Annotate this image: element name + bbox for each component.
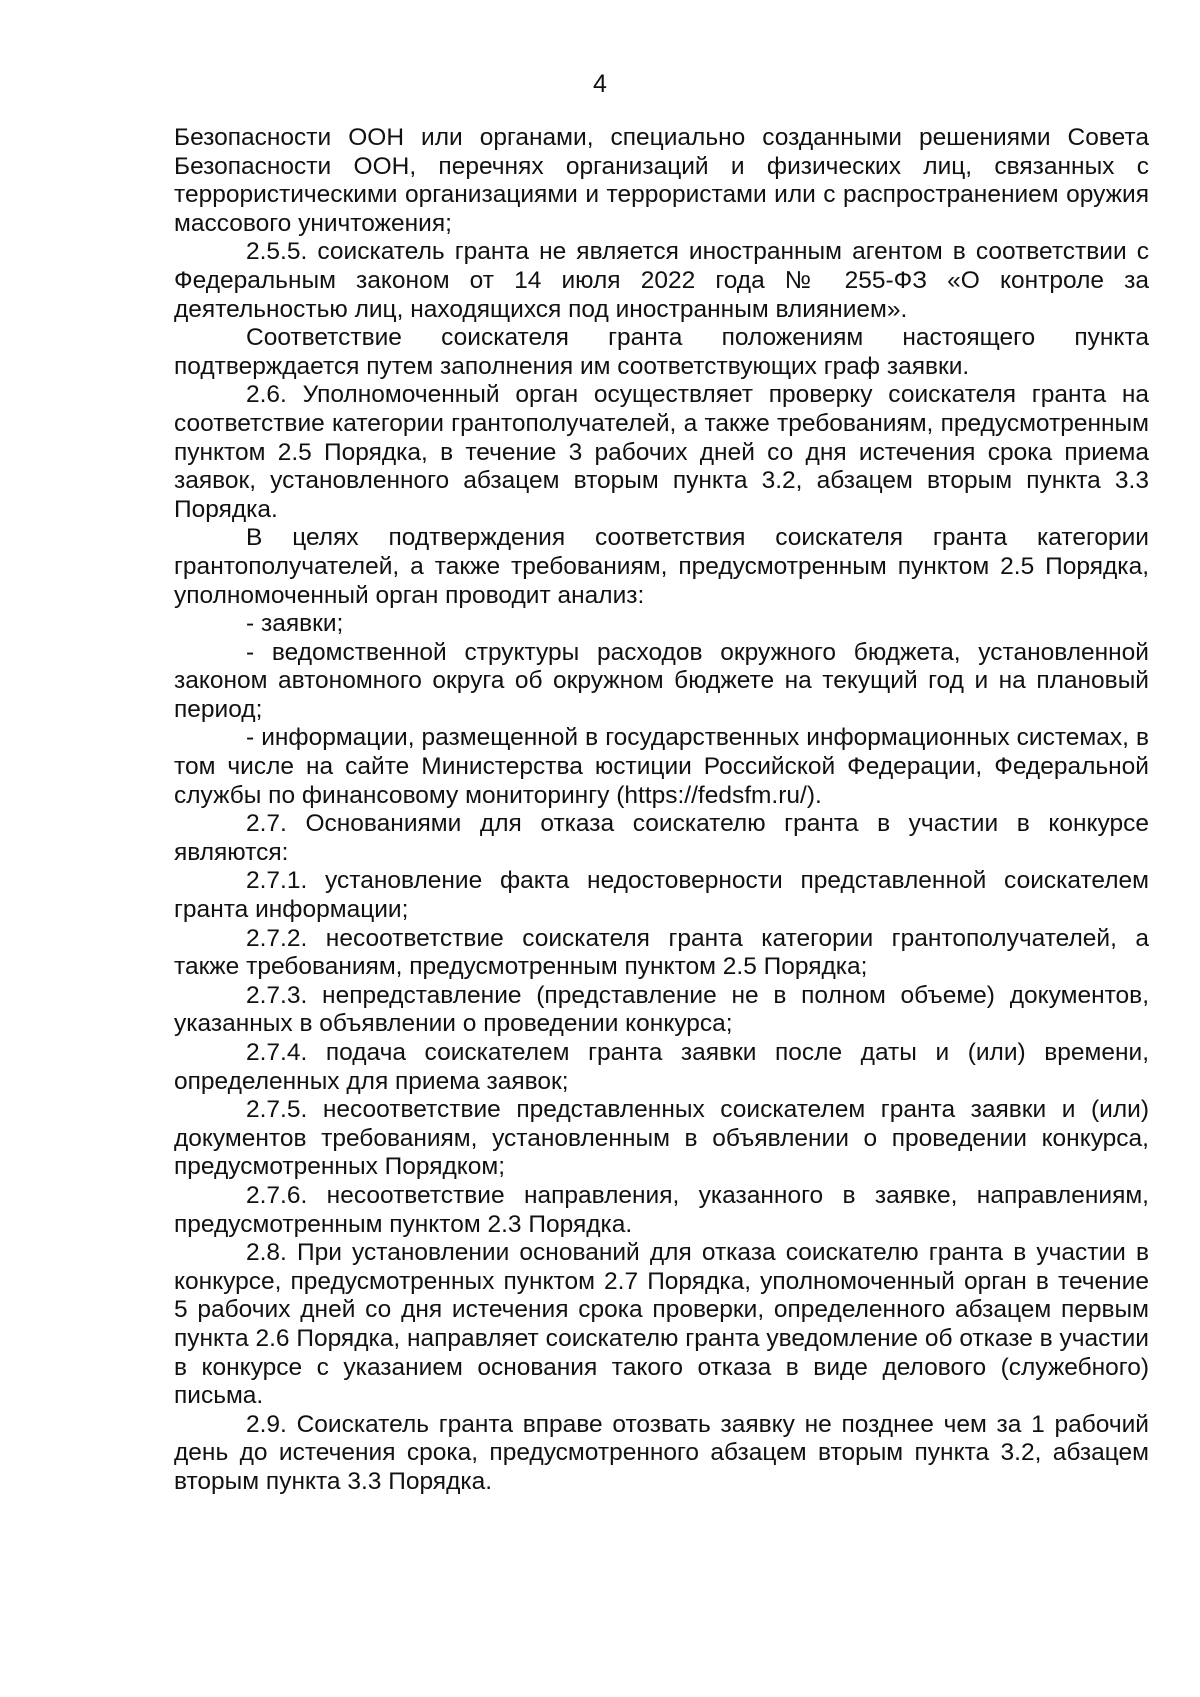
paragraph-2-7-4: 2.7.4. подача соискателем гранта заявки после даты и (или) времени, определенных для приема заявок; <box>174 1039 1149 1095</box>
paragraph-2-7-3: 2.7.3. непредставление (представление не в полном объеме) документов, указанных в объявлении о проведении конкурса; <box>174 981 1149 1038</box>
paragraph-2-7-5: 2.7.5. несоответствие представленных соискателем гранта заявки и (или) документов требованиям, установленным в объявлении о проведении конкурса, предусмотренных Порядком; <box>174 1096 1149 1181</box>
paragraph-compliance-confirmation: Соответствие соискателя гранта положениям настоящего пункта подтверждается путем заполнения им соответствующих граф заявки. <box>174 324 1149 380</box>
list-item-applications: - заявки; <box>246 610 344 638</box>
paragraph-2-7-1: 2.7.1. установление факта недостоверности представленной соискателем гранта информации; <box>174 867 1149 924</box>
paragraph-analysis-intro: В целях подтверждения соответствия соискателя гранта категории грантополучателей, а также требованиям, предусмотренным пунктом 2.5 Порядка, уполномоченный орган проводит анализ: <box>174 524 1149 609</box>
paragraph-2-7-6: 2.7.6. несоответствие направления, указанного в заявке, направлениям, предусмотренным пунктом 2.3 Порядка. <box>174 1181 1149 1238</box>
paragraph-2-7-2: 2.7.2. несоответствие соискателя гранта категории грантополучателей, а также требованиям, предусмотренным пунктом 2.5 Порядка; <box>174 924 1149 981</box>
paragraph-2-7: 2.7. Основаниями для отказа соискателю гранта в участии в конкурсе являются: <box>174 810 1149 866</box>
list-item-budget-structure: - ведомственной структуры расходов окружного бюджета, установленной законом автономного округа об окружном бюджете на текущий год и на плановый период; <box>174 638 1149 723</box>
list-item-information-systems: - информации, размещенной в государственных информационных системах, в том числе на сайте Министерства юстиции Российской Федерации, Федеральной службы по финансовому мониторингу (https://fedsfm.ru/). <box>174 724 1149 809</box>
page-number: 4 <box>593 70 607 98</box>
paragraph-2-5-5: 2.5.5. соискатель гранта не является иностранным агентом в соответствии с Федеральным законом от 14 июля 2022 года № 255-ФЗ «О контроле за деятельностью лиц, находящихся под иностранным влиянием». <box>174 238 1149 323</box>
paragraph-2-9: 2.9. Соискатель гранта вправе отозвать заявку не позднее чем за 1 рабочий день до истечения срока, предусмотренного абзацем вторым пункта 3.2, абзацем вторым пункта 3.3 Порядка. <box>174 1410 1149 1495</box>
paragraph-2-8: 2.8. При установлении оснований для отказа соискателю гранта в участии в конкурсе, предусмотренных пунктом 2.7 Порядка, уполномоченный орган в течение 5 рабочих дней со дня истечения срока проверки, определенного абзацем первым пункта 2.6 Порядка, направляет соискателю гранта уведомление об отказе в участии в конкурсе с указанием основания такого отказа в виде делового (служебного) письма. <box>174 1239 1149 1410</box>
paragraph-2-6: 2.6. Уполномоченный орган осуществляет проверку соискателя гранта на соответствие категории грантополучателей, а также требованиям, предусмотренным пунктом 2.5 Порядка, в течение 3 рабочих дней со дня истечения срока приема заявок, установленного абзацем вторым пункта 3.2, абзацем вторым пункта 3.3 Порядка. <box>174 381 1149 523</box>
document-body <box>174 124 1149 1497</box>
paragraph-continuation: Безопасности ООН или органами, специально созданными решениями Совета Безопасности ООН, перечнях организаций и физических лиц, связанных с террористическими организациями и террористами или с распространением оружия массового уничтожения; <box>174 124 1149 237</box>
